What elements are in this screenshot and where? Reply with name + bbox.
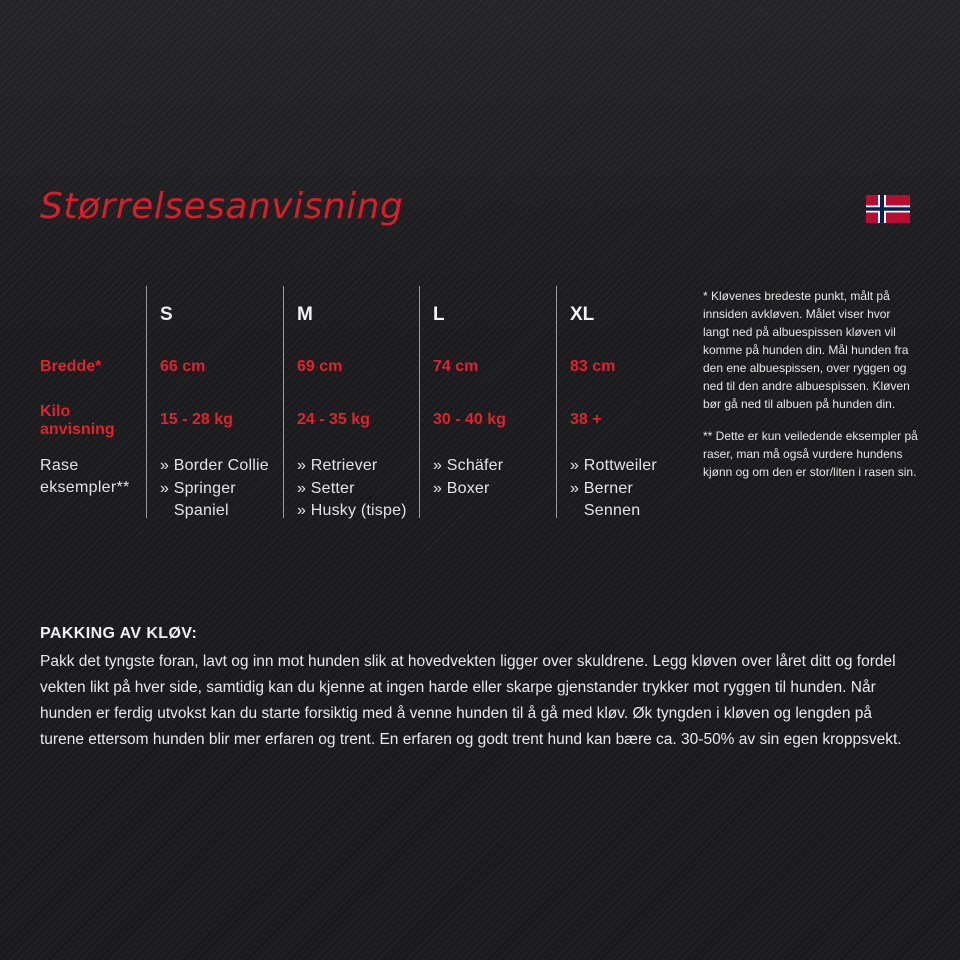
row-label-kilo-line2: anvisning <box>40 421 115 438</box>
packing-paragraph: Pakk det tyngste foran, lavt og inn mot hunden slik at hovedvekten ligger over skuldrene. Legg kløven over låret ditt og fordel vekten likt på hver side, samtidig kan du kjenne at ingen harde eller skarpe gjenstander trykker mot ryggen til hunden. Når hunden er ferdig utvokst kan du starte forsiktig med å venne hunden til å gå med kløv. Øk tyngden i kløven og lengden på turene ettersom hunden blir mer erfaren og trent. En erfaren og godt trent hund kan bære ca. 30-50% av sin egen kroppsvekt. <box>40 653 902 748</box>
footnotes <box>703 287 918 481</box>
breed-list <box>433 455 503 500</box>
footnote-breeds: ** Dette er kun veiledende eksempler på raser, man må også vurdere hundens kjønn og om den er stor/liten i rasen sin. <box>703 429 918 479</box>
row-label-kilo <box>40 403 115 439</box>
size-kilo: 15 - 28 kg <box>160 411 233 428</box>
size-column-s <box>146 286 269 519</box>
breed-item: » Boxer <box>433 479 490 497</box>
size-kilo: 24 - 35 kg <box>297 411 370 428</box>
page-title: Størrelsesanvisning <box>40 186 404 227</box>
size-width: 74 cm <box>433 358 479 375</box>
breed-item: » Berner <box>570 479 633 497</box>
row-label-width: Bredde* <box>40 358 102 375</box>
size-width: 69 cm <box>297 358 343 375</box>
breed-item: Spaniel <box>160 502 229 519</box>
breed-item: » Schäfer <box>433 457 504 474</box>
size-kilo: 38 + <box>570 411 602 428</box>
row-label-breeds-line2: eksempler** <box>40 479 130 496</box>
size-kilo: 30 - 40 kg <box>433 411 506 428</box>
breed-list <box>297 455 407 523</box>
size-label: S <box>160 304 173 325</box>
footnote-width: * Kløvenes bredeste punkt, målt på innsiden avkløven. Målet viser hvor langt ned på albuespissen kløven vil komme på hunden din. Mål hunden fra den ene albuespissen, over ryggen og ned til den andre albuespissen. Kløven bør gå ned til albuen på hunden din. <box>703 289 910 411</box>
breed-item: » Springer <box>160 479 236 497</box>
breed-item: » Rottweiler <box>570 457 657 474</box>
size-width: 83 cm <box>570 358 616 375</box>
breed-item: » Retriever <box>297 457 378 474</box>
breed-item: » Border Collie <box>160 457 269 474</box>
size-label: XL <box>570 304 595 325</box>
row-label-breeds <box>40 455 130 499</box>
size-column-l <box>419 286 506 518</box>
size-label: M <box>297 304 313 325</box>
row-label-kilo-line1: Kilo <box>40 403 71 420</box>
breed-item: » Husky (tispe) <box>297 502 407 519</box>
breed-list <box>160 455 269 523</box>
breed-list <box>570 455 657 523</box>
row-label-breeds-line1: Rase <box>40 457 79 474</box>
size-column-m <box>283 286 407 519</box>
size-label: L <box>433 304 445 325</box>
norway-flag-icon <box>866 195 910 223</box>
size-width: 66 cm <box>160 358 206 375</box>
packing-heading: PAKKING AV KLØV: <box>40 625 198 642</box>
size-column-xl <box>556 286 657 519</box>
breed-item: Sennen <box>570 502 641 519</box>
breed-item: » Setter <box>297 479 355 497</box>
